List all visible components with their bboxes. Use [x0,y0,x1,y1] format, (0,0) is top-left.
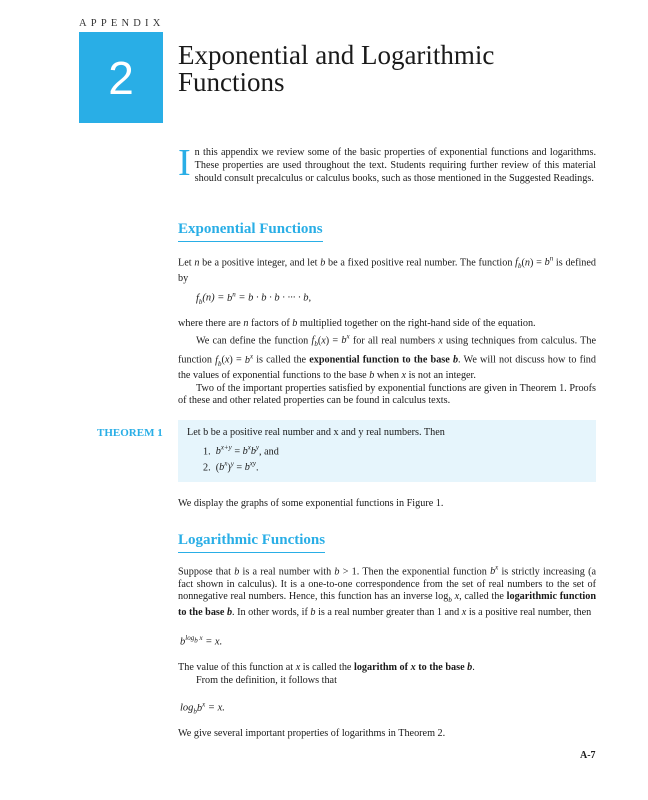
theorem-item-1: 1. $b^{x+y} = b^xb^y$, and [203,444,279,458]
logarithm-definition: The value of this function at x is called the logarithm of x to the base b. From the definition, it follows that [178,662,475,686]
logarithmic-body: Suppose that b is a real number with b > 1. Then the exponential function $b^x$ is strictly increasing (a fact shown in calculus). It is a one-to-one correspondence from the set of real numbers to the set of nonnegative real numbers. Hence, this function has an inverse $\log_b x$, called the logarithmic function to the base b. In other words, if b is a real number greater than 1 and x is a positive real number, then [178,564,596,618]
intro-paragraph [178,142,596,185]
exponential-body: where there are n factors of b multiplied together on the right-hand side of the equation. We can define the function $f_b(x) = b^x$ for all real numbers x using techniques from calculus. The function $f_b(x) = b^x$ is called the exponential function to the base b. We will not discuss how to find the values of exponential functions to the base b when x is not an integer. Two of the important properties satisfied by exponential functions are given in Theorem 1. Proofs of these and other related properties can be found in calculus texts. [178,318,597,407]
title-line-2: Functions [178,67,285,97]
section-heading-logarithmic: Logarithmic Functions [178,532,325,553]
formula-power: $f_b(n) = b^n = b \cdot b \cdot b$ · ··· · b, [196,290,312,306]
theorem-label: THEOREM 1 [97,427,163,439]
theorem-box [178,420,596,482]
theorem-intro: Let b be a positive real number and x and y real numbers. Then [187,427,445,438]
formula-inverse: $b^{log_b x} = x$. [180,634,223,648]
section-heading-exponential: Exponential Functions [178,221,323,242]
theorem-item-2: 2. $(b^x)^y = b^{xy}$. [203,460,259,474]
appendix-number-box: 2 [79,32,163,123]
page-number: A-7 [580,750,596,761]
dropcap: I [178,142,191,184]
exponential-definition: Let n be a positive integer, and let b be a fixed positive real number. The function $f_b(n) = b^n$ is defined by [178,255,597,284]
title-line-1: Exponential and Logarithmic [178,40,495,70]
figure-reference: We display the graphs of some exponential functions in Figure 1. [178,498,444,509]
formula-log-identity: $\log_bb^x = x$. [180,700,225,716]
appendix-label: APPENDIX [79,18,165,29]
chapter-title [178,42,494,96]
intro-text: n this appendix we review some of the basic properties of exponential functions and logarithms. These properties are used throughout the text. Students requiring further review of this material should consult precalculus or calculus books, such as those mentioned in the Suggested Readings. [194,147,596,184]
closing-sentence: We give several important properties of logarithms in Theorem 2. [178,728,446,739]
